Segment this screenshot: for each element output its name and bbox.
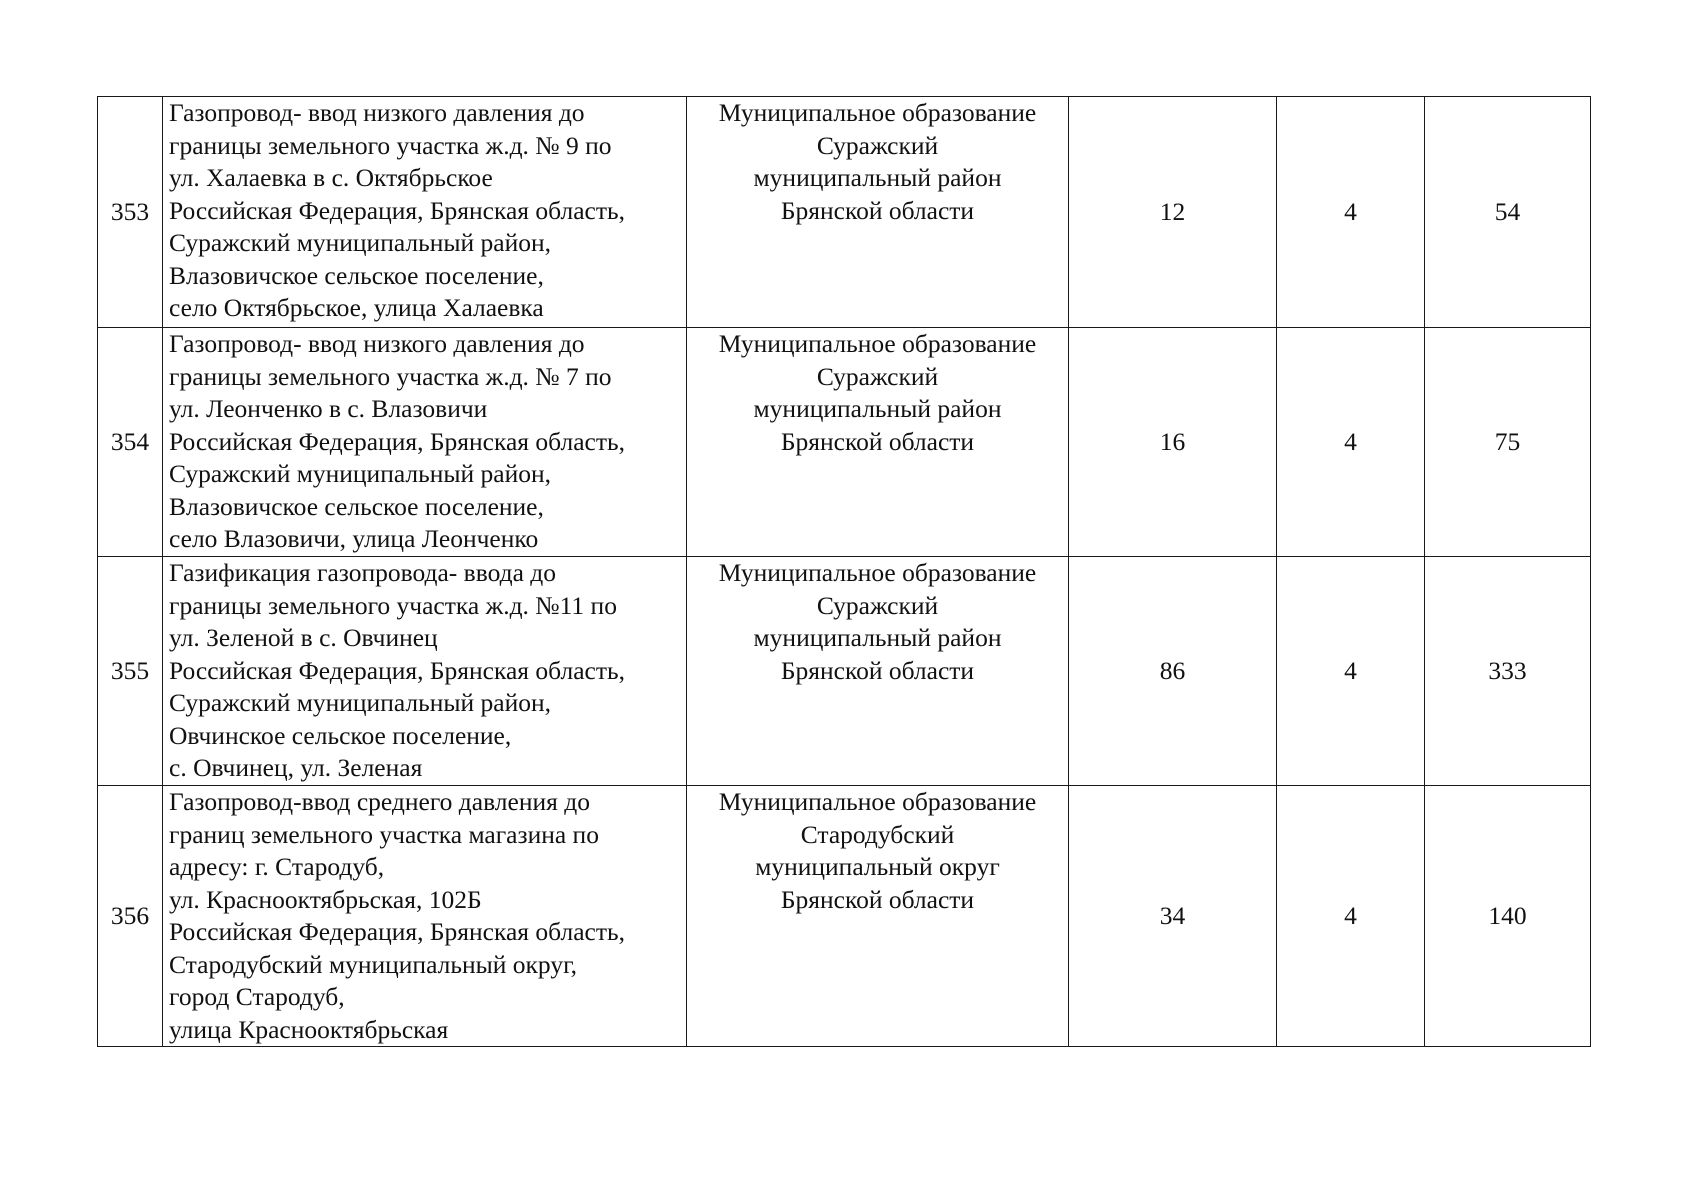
description-line: ул. Халаевка в с. Октябрьское bbox=[169, 163, 493, 192]
owner-line: муниципальный округ bbox=[755, 852, 1000, 881]
description-line: Газопровод-ввод среднего давления до bbox=[169, 787, 590, 816]
description-line: улица Краснооктябрьская bbox=[169, 1014, 449, 1044]
description-line: Влазовичское сельское поселение, bbox=[169, 260, 544, 290]
description-line: границы земельного участка ж.д. № 7 по bbox=[169, 361, 612, 391]
description-line: с. Овчинец, ул. Зеленая bbox=[169, 753, 423, 782]
description-line: Газификация газопровода- ввода до bbox=[169, 558, 556, 587]
value-cell-1: 34 bbox=[1069, 786, 1277, 1047]
owner-cell bbox=[687, 557, 1069, 786]
description-line: Российская Федерация, Брянская область, bbox=[169, 195, 625, 225]
row-number: 356 bbox=[98, 786, 163, 1047]
object-description bbox=[163, 557, 687, 786]
description-line: Влазовичское сельское поселение, bbox=[169, 491, 544, 521]
value-cell-2: 4 bbox=[1277, 786, 1425, 1047]
description-line: Российская Федерация, Брянская область, bbox=[169, 655, 625, 685]
owner-line: Муниципальное образование bbox=[718, 787, 1037, 816]
owner-line: Суражский bbox=[816, 130, 939, 160]
value-cell-2: 4 bbox=[1277, 328, 1425, 557]
row-number: 353 bbox=[98, 97, 163, 328]
object-description bbox=[163, 97, 687, 328]
registry-table bbox=[97, 96, 1591, 1047]
value-cell-1: 86 bbox=[1069, 557, 1277, 786]
value-cell-1: 16 bbox=[1069, 328, 1277, 557]
description-line: Суражский муниципальный район, bbox=[169, 228, 552, 257]
description-line: Российская Федерация, Брянская область, bbox=[169, 426, 625, 456]
description-line: Стародубский муниципальный округ, bbox=[169, 949, 578, 979]
value-cell-1: 12 bbox=[1069, 97, 1277, 328]
owner-line: Стародубский bbox=[800, 819, 955, 849]
description-line: границ земельного участка магазина по bbox=[169, 819, 599, 849]
description-line: село Октябрьское, улица Халаевка bbox=[169, 293, 544, 322]
owner-cell bbox=[687, 786, 1069, 1047]
owner-line: Брянской области bbox=[780, 426, 975, 456]
value-cell-2: 4 bbox=[1277, 557, 1425, 786]
description-line: Газопровод- ввод низкого давления до bbox=[169, 98, 585, 127]
description-line: Суражский муниципальный район, bbox=[169, 459, 552, 488]
table-row bbox=[98, 97, 1591, 328]
owner-cell bbox=[687, 328, 1069, 557]
table-row bbox=[98, 557, 1591, 786]
owner-line: муниципальный район bbox=[753, 163, 1002, 192]
value-cell-3: 333 bbox=[1425, 557, 1591, 786]
description-line: границы земельного участка ж.д. №11 по bbox=[169, 590, 617, 620]
description-line: город Стародуб, bbox=[169, 982, 345, 1011]
row-number: 355 bbox=[98, 557, 163, 786]
owner-line: муниципальный район bbox=[753, 394, 1002, 423]
owner-line: Суражский bbox=[816, 361, 939, 391]
object-description bbox=[163, 786, 687, 1047]
row-number: 354 bbox=[98, 328, 163, 557]
owner-line: Брянской области bbox=[780, 195, 975, 225]
value-cell-3: 54 bbox=[1425, 97, 1591, 328]
owner-line: Суражский bbox=[816, 590, 939, 620]
description-line: Российская Федерация, Брянская область, bbox=[169, 917, 625, 946]
description-line: ул. Зеленой в с. Овчинец bbox=[169, 623, 438, 652]
table-row bbox=[98, 328, 1591, 557]
value-cell-2: 4 bbox=[1277, 97, 1425, 328]
value-cell-3: 140 bbox=[1425, 786, 1591, 1047]
description-line: Суражский муниципальный район, bbox=[169, 688, 552, 717]
description-line: адресу: г. Стародуб, bbox=[169, 852, 385, 881]
description-line: Газопровод- ввод низкого давления до bbox=[169, 329, 585, 358]
description-line: Овчинское сельское поселение, bbox=[169, 720, 512, 750]
owner-cell bbox=[687, 97, 1069, 328]
owner-line: Брянской области bbox=[780, 884, 975, 914]
object-description bbox=[163, 328, 687, 557]
description-line: ул. Краснооктябрьская, 102Б bbox=[169, 884, 482, 914]
description-line: границы земельного участка ж.д. № 9 по bbox=[169, 130, 612, 160]
owner-line: Муниципальное образование bbox=[718, 98, 1037, 127]
table-row bbox=[98, 786, 1591, 1047]
owner-line: Муниципальное образование bbox=[718, 558, 1037, 587]
description-line: село Влазовичи, улица Леонченко bbox=[169, 524, 539, 553]
value-cell-3: 75 bbox=[1425, 328, 1591, 557]
owner-line: муниципальный район bbox=[753, 623, 1002, 652]
owner-line: Муниципальное образование bbox=[718, 329, 1037, 358]
description-line: ул. Леонченко в с. Влазовичи bbox=[169, 394, 488, 423]
owner-line: Брянской области bbox=[780, 655, 975, 685]
